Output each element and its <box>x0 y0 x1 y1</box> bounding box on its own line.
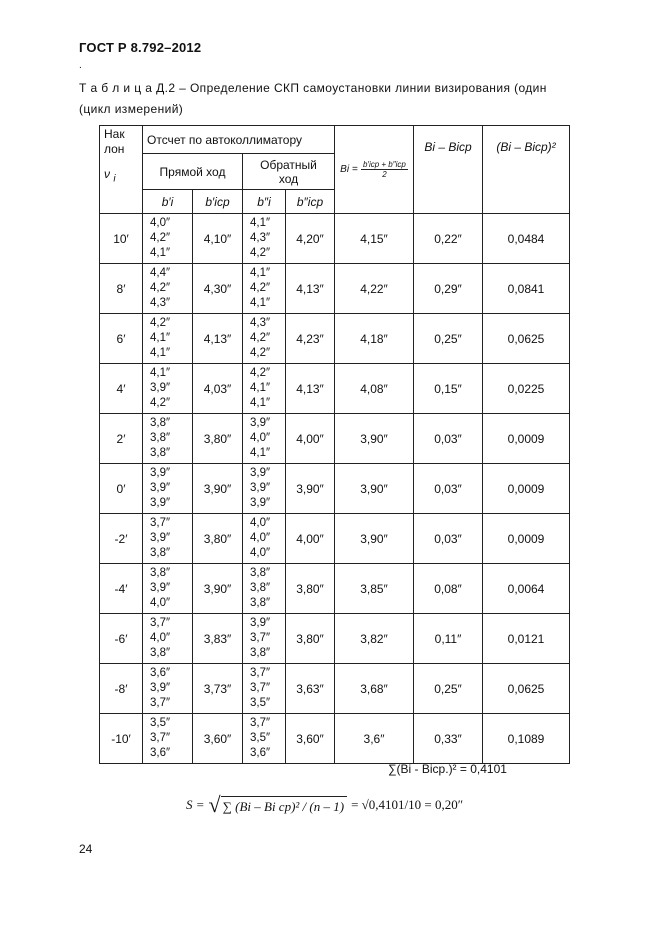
mean-cell: 4,15″ <box>335 214 414 264</box>
table-row <box>100 564 570 614</box>
incline-cell: 10′ <box>100 214 143 264</box>
sum-of-squares: ∑(Bi - Biср.)² = 0,4101 <box>388 762 507 776</box>
deviation-cell: 0,08″ <box>414 564 483 614</box>
table-row <box>100 714 570 764</box>
reading-value: 4,0″ <box>250 432 271 444</box>
reading-value: 4,2″ <box>150 282 171 294</box>
reading-value: 3,9″ <box>150 382 171 394</box>
reverse-readings-cell <box>243 664 286 714</box>
deviation-squared-cell: 0,0009 <box>483 514 570 564</box>
forward-readings-cell <box>143 564 193 614</box>
reverse-header: Обратный ход <box>243 154 335 190</box>
reading-value: 3,8″ <box>150 417 171 429</box>
reading-value: 3,8″ <box>150 547 171 559</box>
reading-value: 3,9″ <box>150 532 171 544</box>
forward-avg-cell: 4,13″ <box>193 314 243 364</box>
table-row <box>100 364 570 414</box>
reading-value: 4,1″ <box>250 447 271 459</box>
incline-cell: 2′ <box>100 414 143 464</box>
deviation-squared-cell: 0,0064 <box>483 564 570 614</box>
mean-formula-header: Bi = $\frac{\text{b′iср + b″iср}}{2}$ <box>335 126 414 214</box>
reading-value: 4,2″ <box>250 332 271 344</box>
reverse-avg-cell: 3,60″ <box>286 714 335 764</box>
reading-value: 4,2″ <box>250 282 271 294</box>
forward-avg-cell: 3,90″ <box>193 564 243 614</box>
reading-value: 4,2″ <box>150 232 171 244</box>
table-row <box>100 614 570 664</box>
reading-value: 4,0″ <box>150 217 171 229</box>
forward-avg-cell: 3,73″ <box>193 664 243 714</box>
reading-value: 3,6″ <box>150 747 171 759</box>
reading-value: 4,1″ <box>150 347 171 359</box>
reverse-avg-cell: 4,23″ <box>286 314 335 364</box>
measurement-table <box>99 125 570 764</box>
reading-value: 3,6″ <box>250 747 271 759</box>
reverse-readings-cell <box>243 564 286 614</box>
mean-cell: 4,18″ <box>335 314 414 364</box>
reading-value: 4,2″ <box>250 247 271 259</box>
deviation-cell: 0,03″ <box>414 514 483 564</box>
deviation-cell: 0,03″ <box>414 464 483 514</box>
deviation-cell: 0,33″ <box>414 714 483 764</box>
reading-value: 3,5″ <box>150 717 171 729</box>
reading-value: 3,8″ <box>250 597 271 609</box>
table-row <box>100 464 570 514</box>
reading-value: 4,1″ <box>150 332 171 344</box>
reverse-readings-cell <box>243 314 286 364</box>
deviation-cell: 0,03″ <box>414 414 483 464</box>
incline-cell: 4′ <box>100 364 143 414</box>
forward-avg-cell: 3,80″ <box>193 414 243 464</box>
mean-cell: 4,08″ <box>335 364 414 414</box>
table-row <box>100 314 570 364</box>
reading-value: 4,2″ <box>250 367 271 379</box>
reading-value: 3,7″ <box>250 632 271 644</box>
deviation-squared-cell: 0,0225 <box>483 364 570 414</box>
reading-value: 4,3″ <box>250 317 271 329</box>
reading-value: 3,7″ <box>250 717 271 729</box>
table-row <box>100 214 570 264</box>
deviation-squared-cell: 0,0841 <box>483 264 570 314</box>
incline-header: Нак лон ν $_i$ <box>100 126 143 214</box>
table-row <box>100 514 570 564</box>
reading-value: 4,0″ <box>250 532 271 544</box>
reading-value: 4,0″ <box>250 547 271 559</box>
reading-value: 3,9″ <box>250 617 271 629</box>
incline-cell: -4′ <box>100 564 143 614</box>
forward-readings-cell <box>143 614 193 664</box>
deviation-squared-cell: 0,0484 <box>483 214 570 264</box>
reading-value: 4,1″ <box>150 367 171 379</box>
reading-value: 3,5″ <box>250 697 271 709</box>
forward-readings-cell <box>143 414 193 464</box>
forward-avg-cell: 3,80″ <box>193 514 243 564</box>
deviation-squared-cell: 0,0625 <box>483 664 570 714</box>
b-prime-header: b′i <box>143 190 193 214</box>
forward-readings-cell <box>143 264 193 314</box>
incline-cell: 0′ <box>100 464 143 514</box>
reading-value: 4,4″ <box>150 267 171 279</box>
reverse-readings-cell <box>243 364 286 414</box>
b-dprime-header: b″i <box>243 190 286 214</box>
reverse-avg-cell: 3,90″ <box>286 464 335 514</box>
mean-cell: 4,22″ <box>335 264 414 314</box>
stray-dot: . <box>79 60 82 71</box>
incline-cell: -8′ <box>100 664 143 714</box>
deviation-squared-cell: 0,0009 <box>483 414 570 464</box>
reading-value: 4,2″ <box>150 397 171 409</box>
mean-cell: 3,90″ <box>335 464 414 514</box>
deviation-header: Bi – Biср <box>414 126 483 214</box>
reading-value: 3,6″ <box>150 667 171 679</box>
reading-value: 3,7″ <box>150 617 171 629</box>
mean-cell: 3,82″ <box>335 614 414 664</box>
b-dprime-avg-header: b″iср <box>286 190 335 214</box>
forward-header: Прямой ход <box>143 154 243 190</box>
deviation-cell: 0,15″ <box>414 364 483 414</box>
reading-value: 3,9″ <box>150 497 171 509</box>
forward-avg-cell: 4,03″ <box>193 364 243 414</box>
reading-value: 3,8″ <box>250 582 271 594</box>
table-row <box>100 264 570 314</box>
reading-value: 3,9″ <box>250 467 271 479</box>
reading-value: 3,8″ <box>150 567 171 579</box>
reading-value: 4,2″ <box>250 347 271 359</box>
reading-value: 3,7″ <box>150 732 171 744</box>
reading-value: 4,3″ <box>250 232 271 244</box>
incline-cell: 6′ <box>100 314 143 364</box>
reading-value: 3,8″ <box>150 432 171 444</box>
reverse-avg-cell: 3,63″ <box>286 664 335 714</box>
table-caption-line-2: (цикл измерений) <box>79 102 184 116</box>
forward-readings-cell <box>143 464 193 514</box>
reading-value: 3,9″ <box>150 482 171 494</box>
reading-value: 3,7″ <box>150 697 171 709</box>
forward-readings-cell <box>143 664 193 714</box>
reading-value: 4,0″ <box>150 597 171 609</box>
incline-cell: -10′ <box>100 714 143 764</box>
mean-cell: 3,6″ <box>335 714 414 764</box>
deviation-squared-cell: 0,0121 <box>483 614 570 664</box>
reading-value: 4,2″ <box>150 317 171 329</box>
reading-value: 4,3″ <box>150 297 171 309</box>
reading-value: 3,5″ <box>250 732 271 744</box>
reading-value: 3,9″ <box>150 682 171 694</box>
reading-value: 3,9″ <box>250 482 271 494</box>
reverse-readings-cell <box>243 214 286 264</box>
reading-value: 3,8″ <box>150 647 171 659</box>
page-number: 24 <box>79 842 93 856</box>
reverse-avg-cell: 4,13″ <box>286 264 335 314</box>
reading-value: 4,1″ <box>150 247 171 259</box>
deviation-cell: 0,11″ <box>414 614 483 664</box>
forward-avg-cell: 4,10″ <box>193 214 243 264</box>
deviation-cell: 0,25″ <box>414 664 483 714</box>
reverse-readings-cell <box>243 414 286 464</box>
table-row <box>100 664 570 714</box>
incline-cell: -6′ <box>100 614 143 664</box>
deviation-squared-header: (Bi – Biср)² <box>483 126 570 214</box>
mean-cell: 3,68″ <box>335 664 414 714</box>
reading-value: 3,9″ <box>250 497 271 509</box>
reading-value: 4,1″ <box>250 217 271 229</box>
mean-cell: 3,85″ <box>335 564 414 614</box>
reading-value: 3,9″ <box>250 417 271 429</box>
reverse-readings-cell <box>243 264 286 314</box>
reading-value: 4,1″ <box>250 297 271 309</box>
reading-value: 3,8″ <box>250 647 271 659</box>
reading-header: Отсчет по автоколлиматору <box>143 126 335 154</box>
reading-value: 3,7″ <box>250 667 271 679</box>
reading-value: 3,7″ <box>150 517 171 529</box>
reading-value: 4,1″ <box>250 397 271 409</box>
forward-readings-cell <box>143 364 193 414</box>
forward-readings-cell <box>143 214 193 264</box>
reverse-readings-cell <box>243 714 286 764</box>
b-prime-avg-header: b′iср <box>193 190 243 214</box>
incline-cell: 8′ <box>100 264 143 314</box>
deviation-cell: 0,29″ <box>414 264 483 314</box>
reading-value: 3,9″ <box>150 467 171 479</box>
table-row <box>100 414 570 464</box>
reading-value: 3,7″ <box>250 682 271 694</box>
forward-readings-cell <box>143 314 193 364</box>
rmse-formula: S = √ ∑ (Bi – Bi ср)² / (n – 1) = √0,4101/10 = 0,20″ <box>186 792 464 817</box>
forward-avg-cell: 3,60″ <box>193 714 243 764</box>
deviation-cell: 0,25″ <box>414 314 483 364</box>
document-code: ГОСТ Р 8.792–2012 <box>79 40 202 55</box>
reading-value: 3,8″ <box>250 567 271 579</box>
reading-value: 4,0″ <box>250 517 271 529</box>
reading-value: 4,1″ <box>250 267 271 279</box>
reading-value: 4,1″ <box>250 382 271 394</box>
table-caption-line-1: Т а б л и ц а Д.2 – Определение СКП самоустановки линии визирования (один <box>79 81 547 95</box>
reading-value: 3,9″ <box>150 582 171 594</box>
reverse-readings-cell <box>243 514 286 564</box>
mean-cell: 3,90″ <box>335 514 414 564</box>
forward-avg-cell: 3,83″ <box>193 614 243 664</box>
incline-cell: -2′ <box>100 514 143 564</box>
reverse-readings-cell <box>243 464 286 514</box>
reverse-avg-cell: 3,80″ <box>286 564 335 614</box>
reverse-avg-cell: 4,00″ <box>286 514 335 564</box>
deviation-squared-cell: 0,1089 <box>483 714 570 764</box>
deviation-squared-cell: 0,0009 <box>483 464 570 514</box>
forward-avg-cell: 3,90″ <box>193 464 243 514</box>
deviation-squared-cell: 0,0625 <box>483 314 570 364</box>
reverse-readings-cell <box>243 614 286 664</box>
reverse-avg-cell: 4,00″ <box>286 414 335 464</box>
reverse-avg-cell: 4,13″ <box>286 364 335 414</box>
mean-cell: 3,90″ <box>335 414 414 464</box>
reverse-avg-cell: 4,20″ <box>286 214 335 264</box>
forward-readings-cell <box>143 714 193 764</box>
reading-value: 3,8″ <box>150 447 171 459</box>
reading-value: 4,0″ <box>150 632 171 644</box>
deviation-cell: 0,22″ <box>414 214 483 264</box>
reverse-avg-cell: 3,80″ <box>286 614 335 664</box>
forward-readings-cell <box>143 514 193 564</box>
forward-avg-cell: 4,30″ <box>193 264 243 314</box>
